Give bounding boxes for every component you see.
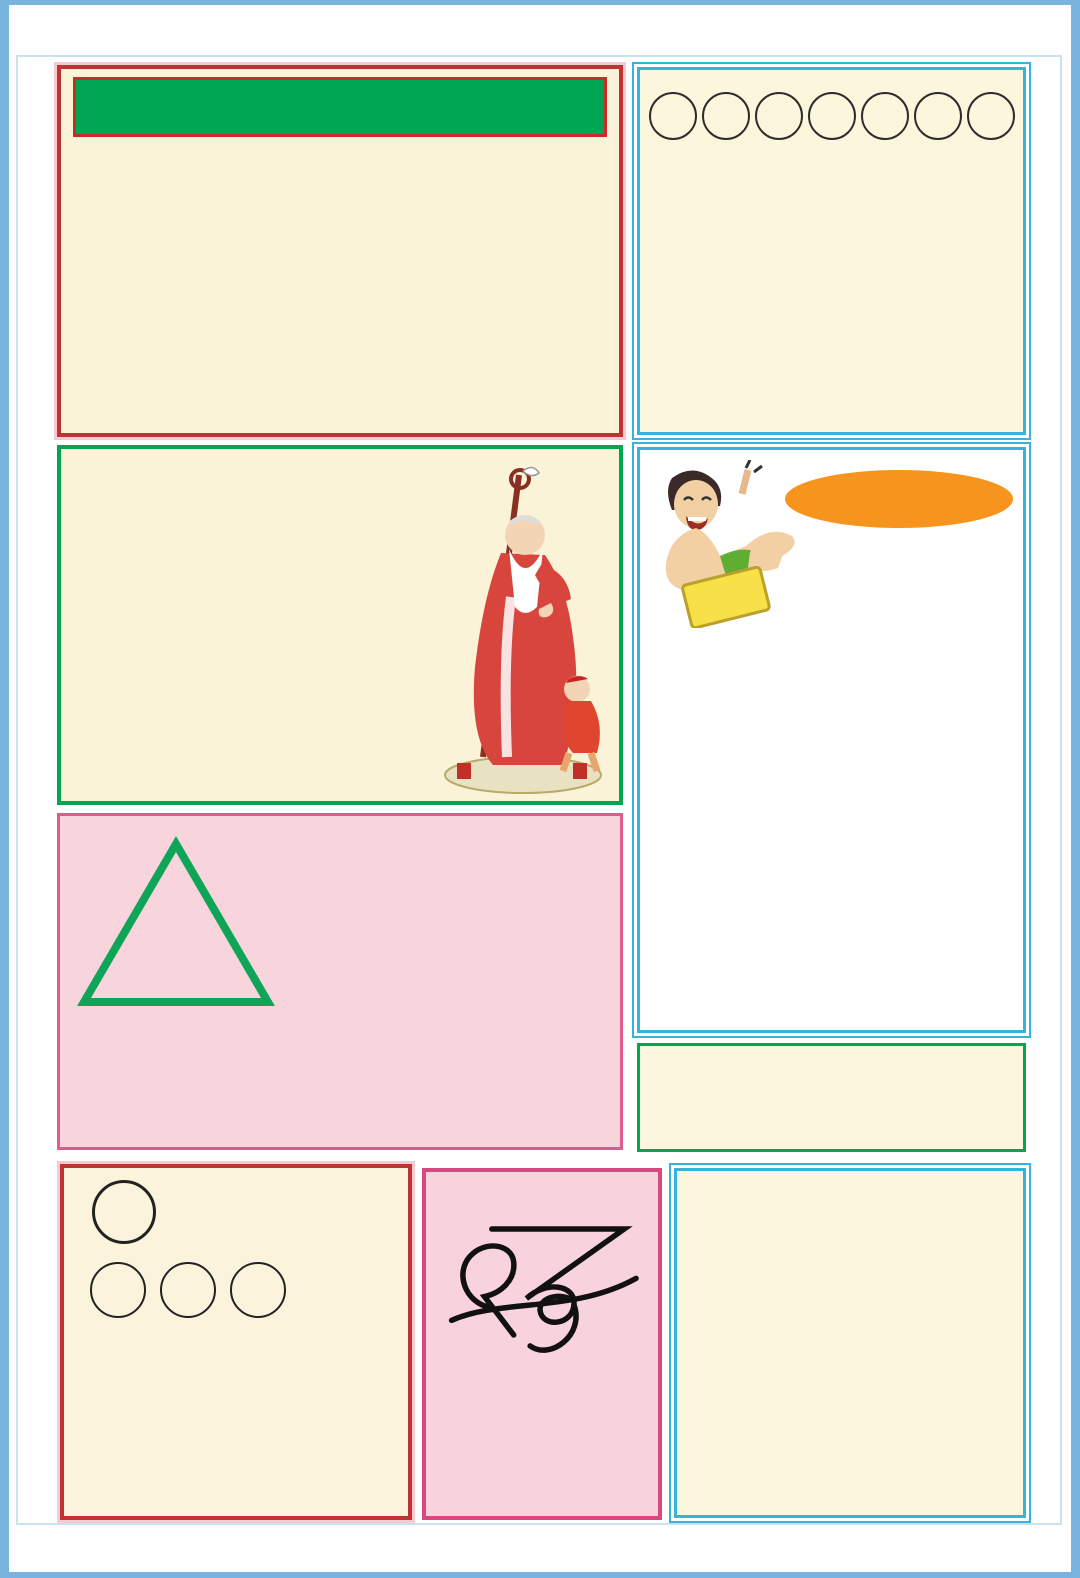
shensuan-content [60,822,620,1021]
mystery-triangle [70,830,282,1016]
footer-brand-strip [14,1528,1066,1572]
header-brand-strip [14,6,1066,54]
humor-title-ellipse [785,470,1013,528]
mystery-signature [437,1182,647,1382]
left-brand-strip [12,62,52,1520]
special-number-row [76,1180,396,1244]
shensuan-box [57,813,623,1150]
number-ball [755,92,803,140]
bottom-edge-stripe [0,1572,1080,1578]
wong-body-text [73,521,419,791]
right-brand-strip [1028,62,1068,1520]
top-edge-stripe [0,0,1080,5]
left-edge-stripe [0,0,9,1578]
provide-ball [230,1262,286,1318]
sage-illustration [423,457,615,805]
special-number-ball [92,1180,156,1244]
guide-biography-text [305,147,611,373]
provide-ball [90,1262,146,1318]
shensuan-poem-column [285,822,610,1021]
provide-row [76,1262,396,1318]
number-ball [967,92,1015,140]
compass-diagram [69,141,305,375]
notice-box [637,1043,1026,1152]
special-number-box [60,1164,412,1520]
mystery-code-box [422,1168,662,1520]
humor-box [637,447,1026,1033]
joke-cartoon [650,460,808,633]
guide-banner [73,77,607,137]
calligraphy-box [674,1168,1026,1518]
humor-header [650,454,1013,626]
guide-content-row [61,141,619,375]
prediction-box [637,67,1026,435]
number-ball [702,92,750,140]
mystery-word-column [70,822,285,1021]
special-number-guide-box [57,65,623,437]
number-ball [914,92,962,140]
right-edge-stripe [1071,0,1080,1578]
laurel-wreath [648,156,1015,278]
wong-tai-sin-box [57,445,623,805]
number-ball [649,92,697,140]
number-ball [808,92,856,140]
number-ball [861,92,909,140]
provide-ball [160,1262,216,1318]
prediction-number-row [648,92,1015,140]
